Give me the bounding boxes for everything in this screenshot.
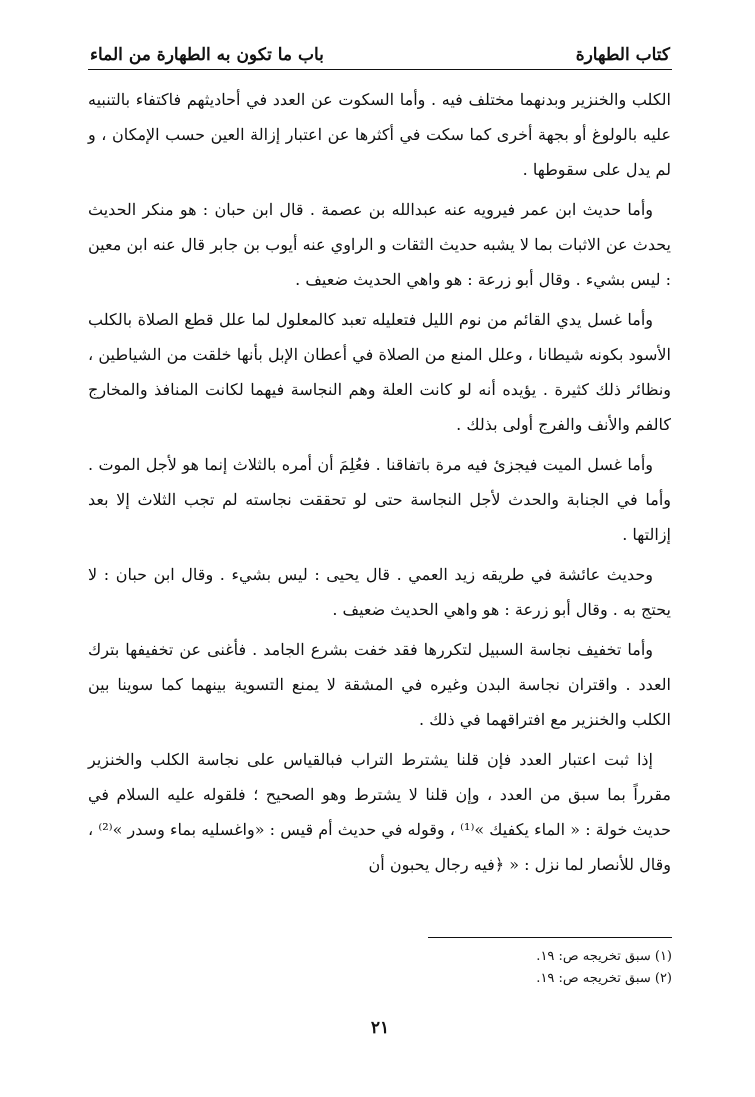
paragraph: وأما تخفيف نجاسة السبيل لتكررها فقد خفت بشرع الجامد . فأغنى عن تخفيفها بترك العدد . واقتران نجاسة البدن وغيره في المشقة لا يمنع التسوية بينهما كما سوينا بين الكلب والخنزير مع افتراقهما في ذلك . (88, 640, 671, 729)
paragraph: وأما غسل يدي القائم من نوم الليل فتعليله تعبد كالمعلول لما علل قطع الصلاة بالكلب الأسود بكونه شيطانا ، وعلل المنع من الصلاة في أعطان الإبل بأنها خلقت من الشياطين ، ونظائر ذلك كثيرة . يؤيده أنه لو كانت العلة وهم النجاسة فيهما لكانت المنافذ والمخارج كالفم والأنف والفرج أولى بذلك . (88, 310, 672, 434)
page-number: ٢١ (370, 1018, 390, 1038)
paragraph: إذا ثبت اعتبار العدد فإن قلنا يشترط التراب فبالقياس على نجاسة الكلب والخنزير مقرراً بما سبق من العدد ، وإن قلنا لا يشترط وهو الصحيح ؛ فلقوله عليه السلام في حديث خولة : « الماء يكفيك »⁽¹⁾ ، وقوله في حديث أم قيس : «واغسليه بماء وسدر »⁽²⁾ ، وقال للأنصار لما نزل : « ﴿فيه رجال يحبون أن (88, 750, 671, 874)
running-header (90, 40, 670, 66)
footnote-rule (428, 937, 672, 938)
footnote: (١) سبق تخريجه ص: ١٩. (536, 949, 672, 964)
paragraph: الكلب والخنزير وبدنهما مختلف فيه . وأما السكوت عن العدد في أحاديثهم فاكتفاء بالتنبيه عليه بالولوغ أو بجهة أخرى كما سكت في أكثرها عن اعتبار إزالة العين حسب الإمكان ، و لم يدل على سقوطها . (88, 90, 671, 179)
book-title: كتاب الطهارة (575, 45, 670, 65)
chapter-title: باب ما تكون به الطهارة من الماء (90, 45, 324, 65)
paragraph: وحديث عائشة في طريقه زيد العمي . قال يحيى : ليس بشيء . وقال ابن حبان : لا يحتج به . وقال أبو زرعة : هو واهي الحديث ضعيف . (88, 565, 671, 619)
footnote: (٢) سبق تخريجه ص: ١٩. (536, 971, 672, 986)
footnotes (360, 946, 672, 990)
header-rule (88, 69, 672, 70)
paragraph: وأما حديث ابن عمر فيرويه عنه عبدالله بن عصمة . قال ابن حبان : هو منكر الحديث يحدث عن الاثبات بما لا يشبه حديث الثقات و الراوي عنه أيوب بن جابر قال عنه ابن معين : ليس بشيء . وقال أبو زرعة : هو واهي الحديث ضعيف . (88, 200, 671, 289)
paragraph: وأما غسل الميت فيجزئ فيه مرة باتفاقنا . فعُلِمَ أن أمره بالثلاث إنما هو لأجل الموت . وأما في الجنابة والحدث لأجل النجاسة حتى لو تحققت نجاسته لم تجب الثلاث إلا بعد إزالتها . (88, 455, 672, 544)
main-text (88, 82, 671, 887)
